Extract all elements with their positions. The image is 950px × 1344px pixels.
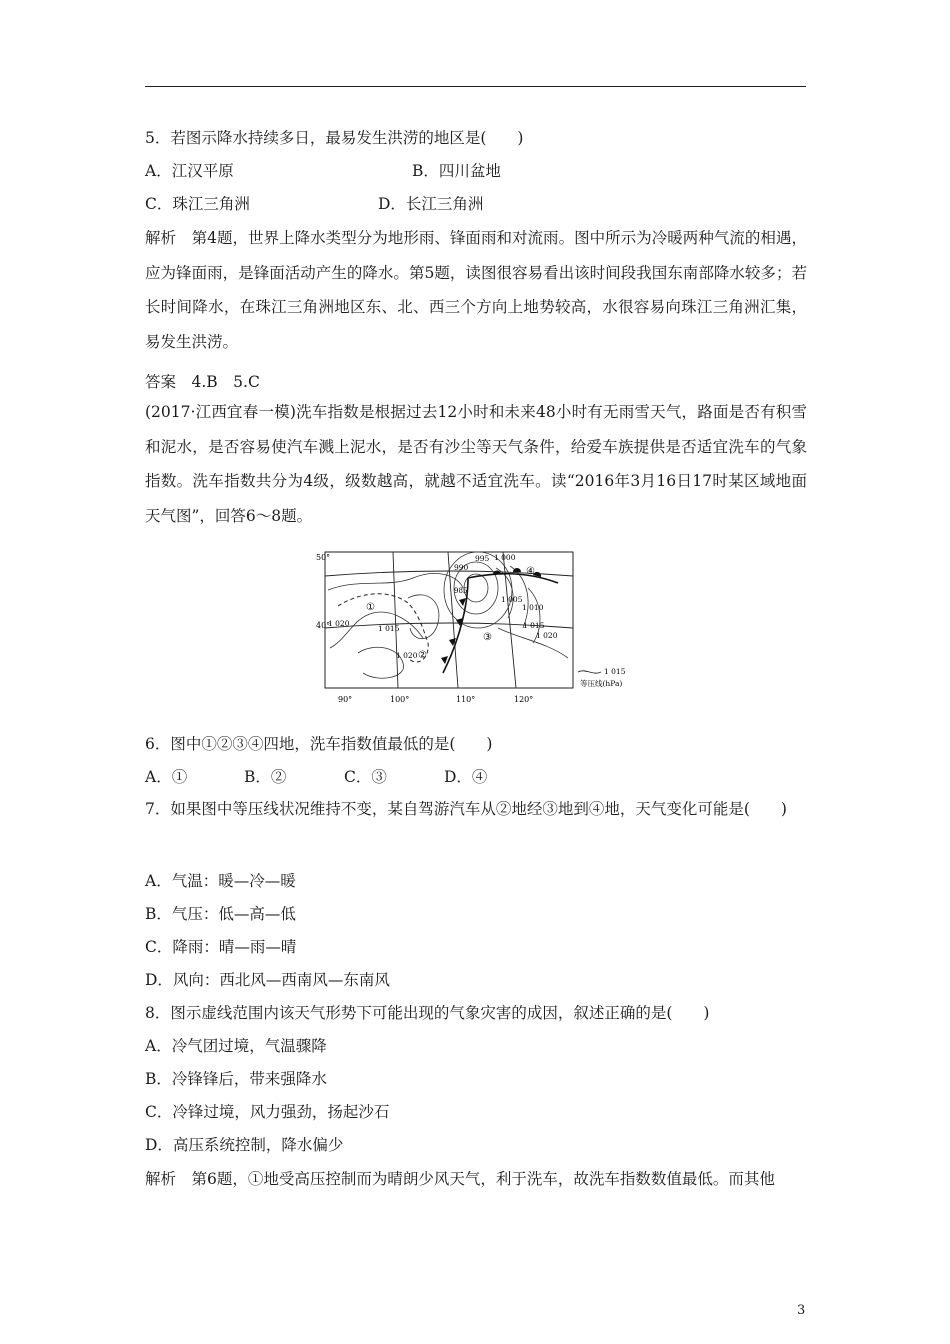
q8-option-c: C．冷锋过境，风力强劲，扬起沙石 <box>145 1103 390 1121</box>
legend-value: 1 015 <box>604 667 626 676</box>
isobar-label: 1 010 <box>522 603 544 612</box>
q7-option-d: D．风向：西北风—西南风—东南风 <box>145 971 390 989</box>
q5-option-c: C．珠江三角洲 <box>145 195 250 213</box>
q6-option-b: B．② <box>244 768 287 786</box>
point-2: ② <box>418 650 427 661</box>
q7-option-c: C．降雨：晴—雨—晴 <box>145 938 297 956</box>
page-number: 3 <box>797 1303 806 1318</box>
legend-label: 等压线(hPa) <box>580 679 623 688</box>
q5-option-a: A．江汉平原 <box>145 162 234 180</box>
legend-isobar-line <box>578 671 601 673</box>
q5-stem: 5．若图示降水持续多日，最易发生洪涝的地区是( ) <box>145 129 524 147</box>
isobar-label: 1 015 <box>378 624 400 633</box>
point-4: ④ <box>526 566 535 577</box>
isobar-label: 1 015 <box>523 621 545 630</box>
q8-option-d: D．高压系统控制，降水偏少 <box>145 1136 344 1154</box>
isobar-label: 990 <box>454 563 469 572</box>
q5-option-b: B．四川盆地 <box>412 162 501 180</box>
point-3: ③ <box>483 632 492 643</box>
q6-option-a: A．① <box>145 768 188 786</box>
q6-option-d: D．④ <box>444 768 488 786</box>
q7-stem: 7．如果图中等压线状况维持不变，某自驾游汽车从②地经③地到④地，天气变化可能是( ) <box>145 800 787 818</box>
q5-option-d: D．长江三角洲 <box>378 195 484 213</box>
isobar-label: 985 <box>454 587 468 595</box>
isobar-label: 1 020 <box>396 651 418 660</box>
header-rule <box>145 86 806 87</box>
lon-label-120: 120° <box>514 695 534 704</box>
analysis-4-5: 解析 第4题，世界上降水类型分为地形雨、锋面雨和对流雨。图中所示为冷暖两种气流的相遇，应为锋面雨，是锋面活动产生的降水。第5题，读图很容易看出该时间段我国东南部降水较多；若长时间降水，在珠江三角洲地区东、北、西三个方向上地势较高，水很容易向珠江三角洲汇集，易发生洪涝。 <box>145 229 807 351</box>
q8-stem: 8．图示虚线范围内该天气形势下可能出现的气象灾害的成因，叙述正确的是( ) <box>145 1004 710 1022</box>
q7-option-b: B．气压：低—高—低 <box>145 905 296 923</box>
weather-map <box>318 548 648 708</box>
isobar-label: 1 020 <box>328 619 350 628</box>
q6-option-c: C．③ <box>344 768 387 786</box>
q6-stem: 6．图中①②③④四地，洗车指数值最低的是( ) <box>145 735 493 753</box>
q8-option-b: B．冷锋锋后，带来强降水 <box>145 1070 327 1088</box>
lon-label-110: 110° <box>456 695 476 704</box>
intro-6-8: (2017·江西宜春一模)洗车指数是根据过去12小时和未来48小时有无雨雪天气，路面是否有积雪和泥水，是否容易使汽车溅上泥水，是否有沙尘等天气条件，给爱车族提供是否适宜洗车的气象指数。洗车指数共分为4级，级数越高，就越不适宜洗车。读“2016年3月16日17时某区域地面天气图”，回答6～8题。 <box>145 403 807 525</box>
analysis-6-8: 解析 第6题，①地受高压控制而为晴朗少风天气，利于洗车，故洗车指数数值最低。而其他 <box>145 1170 775 1188</box>
isobar-label: 995 <box>475 554 490 563</box>
q7-option-a: A．气温：暖—冷—暖 <box>145 872 296 890</box>
lon-label-100: 100° <box>390 695 410 704</box>
point-1: ① <box>366 602 375 613</box>
lat-label-50: 50° <box>316 553 331 562</box>
isobar-label: 1 020 <box>536 631 558 640</box>
answer-4-5: 答案 4.B 5.C <box>145 373 260 391</box>
lon-label-90: 90° <box>338 695 353 704</box>
q8-option-a: A．冷气团过境，气温骤降 <box>145 1037 327 1055</box>
isobar-label: 1 000 <box>494 553 516 562</box>
lat-label-40: 40° <box>316 621 331 630</box>
isobar-label: 1 005 <box>501 595 523 604</box>
weather-map-figure <box>318 548 648 708</box>
